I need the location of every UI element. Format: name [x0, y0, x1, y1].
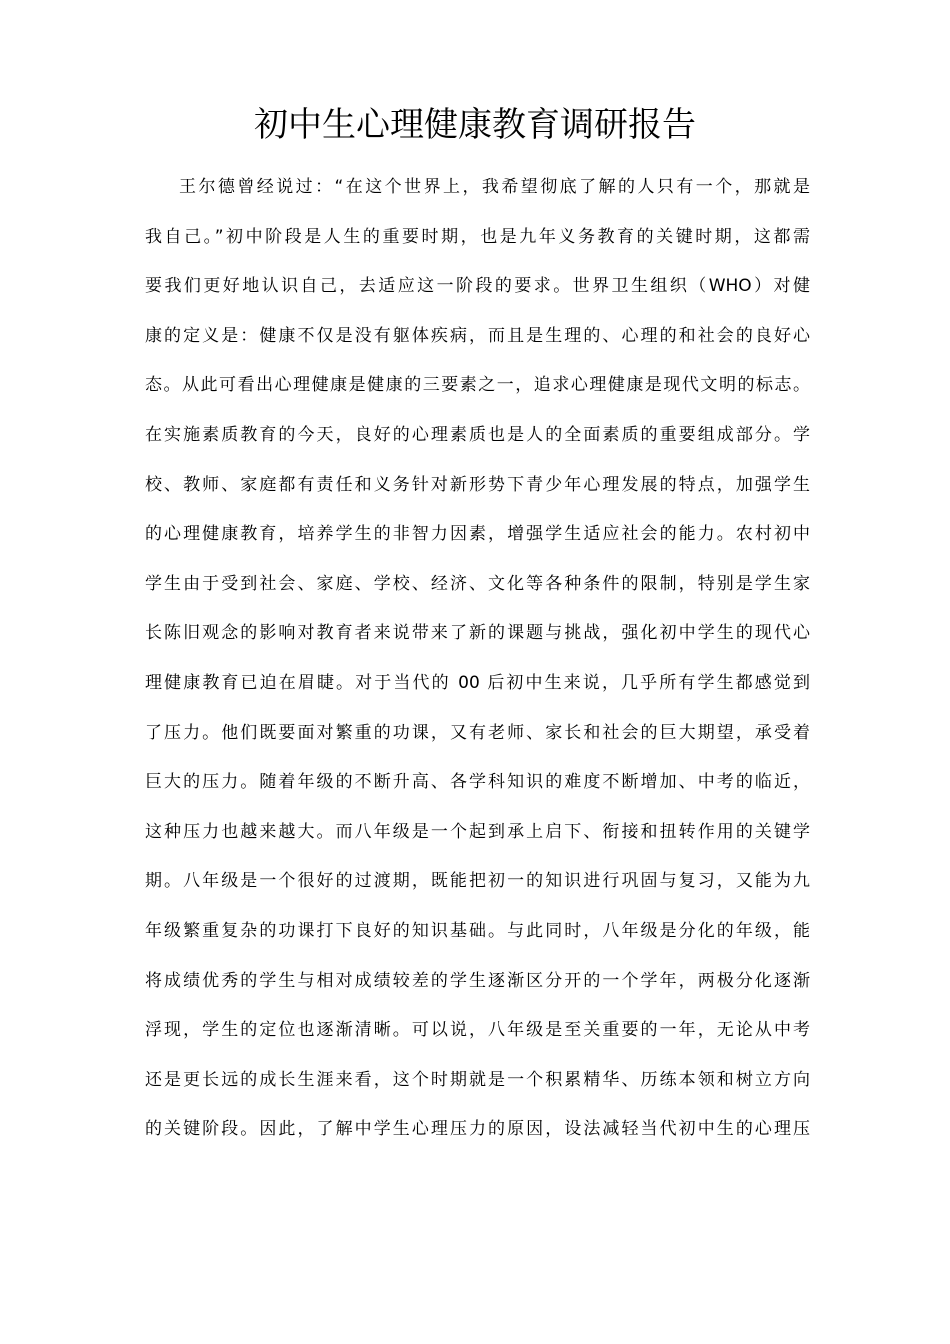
body-line: 将成绩优秀的学生与相对成绩较差的学生逐渐区分开的一个学年，两极分化逐渐	[145, 970, 810, 991]
body-line: 的心理健康教育，培养学生的非智力因素，增强学生适应社会的能力。农村初中	[145, 524, 810, 545]
body-line: 期。八年级是一个很好的过渡期，既能把初一的知识进行巩固与复习，又能为九	[145, 871, 810, 892]
body-line: 康的定义是：健康不仅是没有躯体疾病，而且是生理的、心理的和社会的良好心	[145, 325, 810, 346]
body-line: 要我们更好地认识自己，去适应这一阶段的要求。世界卫生组织（WHO）对健	[145, 276, 810, 297]
body-line: 的关键阶段。因此，了解中学生心理压力的原因，设法减轻当代初中生的心理压	[145, 1119, 810, 1140]
body-line: 这种压力也越来越大。而八年级是一个起到承上启下、衔接和扭转作用的关键学	[145, 821, 810, 842]
body-line: 在实施素质教育的今天，良好的心理素质也是人的全面素质的重要组成部分。学	[145, 424, 810, 445]
body-line: 理健康教育已迫在眉睫。对于当代的 00 后初中生来说，几乎所有学生都感觉到	[145, 672, 810, 693]
body-line: 校、教师、家庭都有责任和义务针对新形势下青少年心理发展的特点，加强学生	[145, 474, 810, 495]
body-line: 我自己。”初中阶段是人生的重要时期，也是九年义务教育的关键时期，这都需	[145, 226, 810, 247]
document-body	[145, 163, 810, 1155]
body-line: 巨大的压力。随着年级的不断升高、各学科知识的难度不断增加、中考的临近，	[145, 772, 810, 793]
body-line: 还是更长远的成长生涯来看，这个时期就是一个积累精华、历练本领和树立方向	[145, 1069, 810, 1090]
body-line: 长陈旧观念的影响对教育者来说带来了新的课题与挑战，强化初中学生的现代心	[145, 623, 810, 644]
body-line: 年级繁重复杂的功课打下良好的知识基础。与此同时，八年级是分化的年级，能	[145, 920, 810, 941]
body-line: 态。从此可看出心理健康是健康的三要素之一，追求心理健康是现代文明的标志。	[145, 375, 810, 396]
document-title: 初中生心理健康教育调研报告	[254, 105, 696, 145]
body-line: 学生由于受到社会、家庭、学校、经济、文化等各种条件的限制，特别是学生家	[145, 573, 810, 594]
body-line: 浮现，学生的定位也逐渐清晰。可以说，八年级是至关重要的一年，无论从中考	[145, 1020, 810, 1041]
body-line: 了压力。他们既要面对繁重的功课，又有老师、家长和社会的巨大期望，承受着	[145, 722, 810, 743]
body-line: 王尔德曾经说过：“在这个世界上，我希望彻底了解的人只有一个，那就是	[179, 177, 810, 197]
